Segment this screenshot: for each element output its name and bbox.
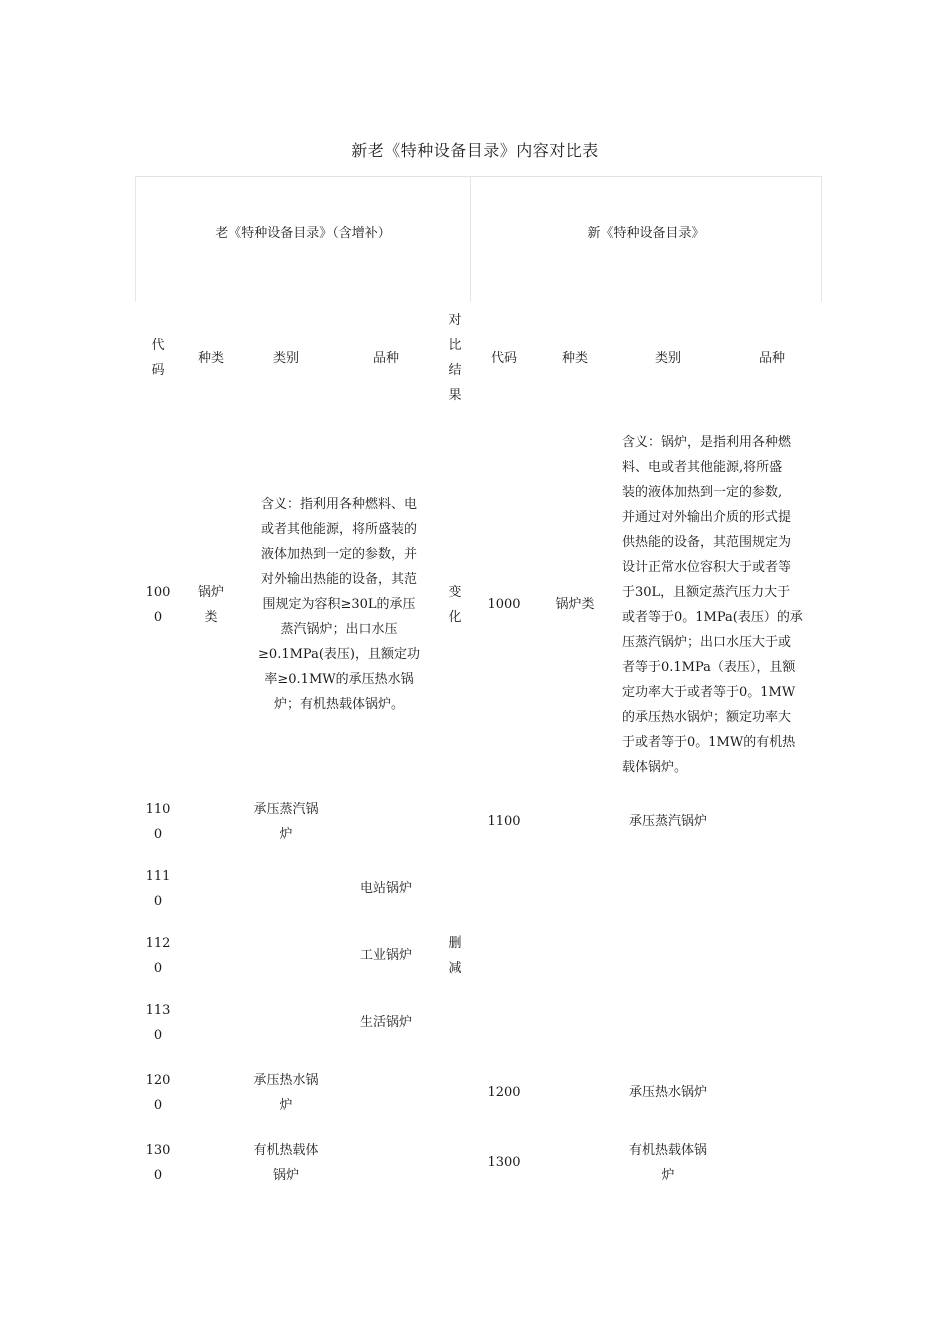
r1200-old-category: 承压热水锅 炉	[253, 1073, 319, 1113]
r1100-new-code: 1100	[487, 814, 521, 829]
old-catalog-header: 老《特种设备目录》（含增补）	[215, 226, 391, 241]
r1300-old-code: 130 0	[145, 1143, 171, 1183]
r1120-old-code: 112 0	[145, 936, 171, 976]
r1120-compare: 删 减	[448, 936, 462, 976]
r1100-old-code: 110 0	[145, 802, 171, 842]
r1000-old-category: 含义：指利用各种燃料、电 或者其他能源，将所盛装的 液体加热到一定的参数，并 对外输出热能的设备，其范 围规定为容积≥30L的承压 蒸汽锅炉；出口水压 ≥0.1MPa(表压)，且额定功 率≥0.1MW的承压热水锅 炉；有机热载体锅炉。	[258, 497, 420, 712]
r1000-compare: 变 化	[448, 585, 462, 625]
r1200-new-category: 承压热水锅炉	[628, 1085, 707, 1100]
page-title: 新老《特种设备目录》内容对比表	[351, 141, 599, 160]
r1110-old-code: 111 0	[145, 869, 171, 909]
r1100-new-category: 承压蒸汽锅炉	[628, 814, 707, 829]
r1300-new-code: 1300	[487, 1155, 521, 1170]
col-old-type: 种类	[197, 351, 224, 366]
r1000-new-category: 含义：锅炉，是指利用各种燃 料、电或者其他能源,将所盛 装的液体加热到一定的参数, 并通过对外输出介质的形式提 供热能的设备，其范围规定为 设计正常水位容积大于或者等 于30L，且额定蒸汽压力大于 或者等于0。1MPa(表压）的承 压蒸汽锅炉；出口水压大于或 者等于0.1MPa（表压），且额 定功率大于或者等于0。1MW 的承压热水锅炉；额定功率大 于或者等于0。1MW的有机热 载体锅炉。	[622, 435, 803, 775]
new-catalog-header: 新《特种设备目录》	[587, 226, 705, 241]
r1200-new-code: 1200	[487, 1085, 521, 1100]
r1100-old-category: 承压蒸汽锅 炉	[253, 802, 319, 842]
col-new-category: 类别	[654, 351, 681, 366]
divider-right	[821, 176, 822, 302]
r1000-new-type: 锅炉类	[555, 597, 595, 612]
r1000-new-code: 1000	[487, 597, 521, 612]
col-new-code: 代码	[490, 351, 517, 366]
r1000-old-code: 100 0	[145, 585, 171, 625]
r1000-old-type: 锅炉 类	[197, 585, 224, 625]
r1200-old-code: 120 0	[145, 1073, 171, 1113]
r1130-old-code: 113 0	[145, 1003, 171, 1043]
col-old-category: 类别	[272, 351, 299, 366]
r1120-old-variety: 工业锅炉	[359, 948, 412, 963]
col-new-type: 种类	[561, 351, 588, 366]
r1130-old-variety: 生活锅炉	[359, 1015, 412, 1030]
r1110-old-variety: 电站锅炉	[359, 881, 412, 896]
r1300-new-category: 有机热载体锅 炉	[628, 1143, 707, 1183]
col-old-code: 代 码	[151, 338, 165, 378]
r1300-old-category: 有机热载体 锅炉	[253, 1143, 319, 1183]
col-old-variety: 品种	[372, 351, 399, 366]
col-compare: 对 比 结 果	[448, 313, 462, 403]
col-new-variety: 品种	[758, 351, 785, 366]
